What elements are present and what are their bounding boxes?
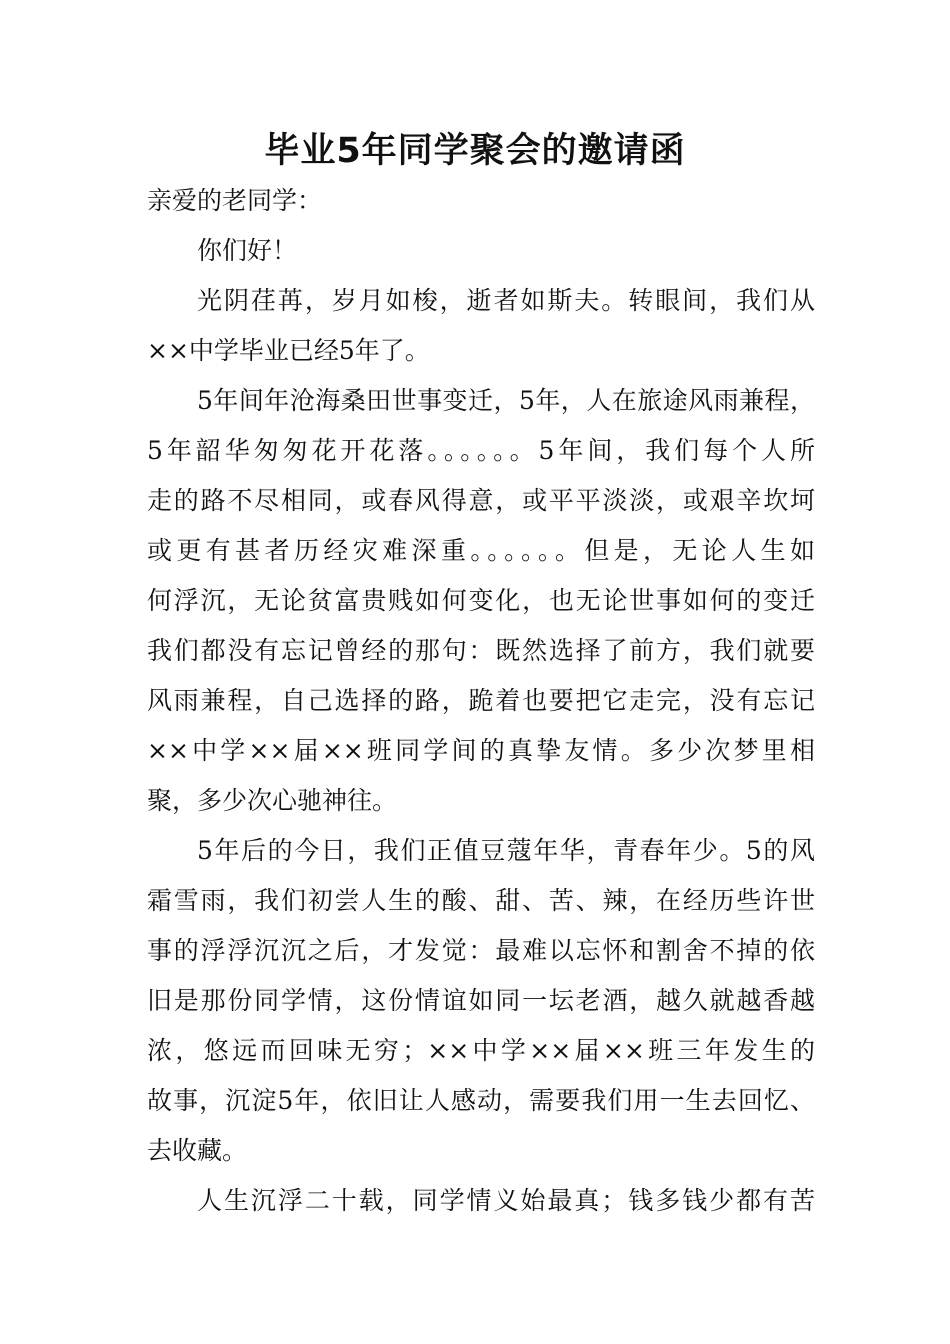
- document-body: [147, 176, 815, 1226]
- paragraph-2-line-3: 走的路不尽相同，或春风得意，或平平淡淡，或艰辛坎坷: [147, 486, 815, 515]
- paragraph-3-line-1: 5年后的今日，我们正值豆蔻年华，青春年少。5的风: [197, 836, 815, 865]
- paragraph-3-line-6: 故事，沉淀5年，依旧让人感动，需要我们用一生去回忆、: [147, 1086, 815, 1115]
- paragraph-1-line-2: ××中学毕业已经5年了。: [147, 336, 430, 365]
- greeting: 你们好！: [197, 236, 298, 265]
- paragraph-3-line-5: 浓，悠远而回味无穷；××中学××届××班三年发生的: [147, 1036, 815, 1065]
- paragraph-3-line-2: 霜雪雨，我们初尝人生的酸、甜、苦、辣，在经历些许世: [147, 886, 815, 915]
- paragraph-4-line-1: 人生沉浮二十载，同学情义始最真；钱多钱少都有苦: [197, 1186, 815, 1215]
- document-title: 毕业5年同学聚会的邀请函: [264, 131, 686, 171]
- paragraph-2-line-4: 或更有甚者历经灾难深重。。。。。。但是，无论人生如: [147, 536, 815, 565]
- paragraph-2-line-7: 风雨兼程，自己选择的路，跪着也要把它走完，没有忘记: [147, 686, 815, 715]
- paragraph-3-line-4: 旧是那份同学情，这份情谊如同一坛老酒，越久就越香越: [147, 986, 815, 1015]
- paragraph-2-line-8: ××中学××届××班同学间的真挚友情。多少次梦里相: [147, 736, 815, 765]
- paragraph-3-line-7: 去收藏。: [147, 1136, 248, 1165]
- paragraph-2-line-2: 5年韶华匆匆花开花落。。。。。。5年间，我们每个人所: [147, 436, 815, 465]
- paragraph-2-line-1: 5年间年沧海桑田世事变迁，5年，人在旅途风雨兼程，: [197, 386, 815, 415]
- paragraph-1-line-1: 光阴荏苒，岁月如梭，逝者如斯夫。转眼间，我们从: [197, 286, 815, 315]
- paragraph-3-line-3: 事的浮浮沉沉之后，才发觉：最难以忘怀和割舍不掉的依: [147, 936, 815, 965]
- salutation: 亲爱的老同学：: [147, 186, 323, 215]
- paragraph-2-line-9: 聚，多少次心驰神往。: [147, 786, 398, 815]
- paragraph-2-line-5: 何浮沉，无论贫富贵贱如何变化，也无论世事如何的变迁: [147, 586, 815, 615]
- paragraph-2-line-6: 我们都没有忘记曾经的那句：既然选择了前方，我们就要: [147, 636, 815, 665]
